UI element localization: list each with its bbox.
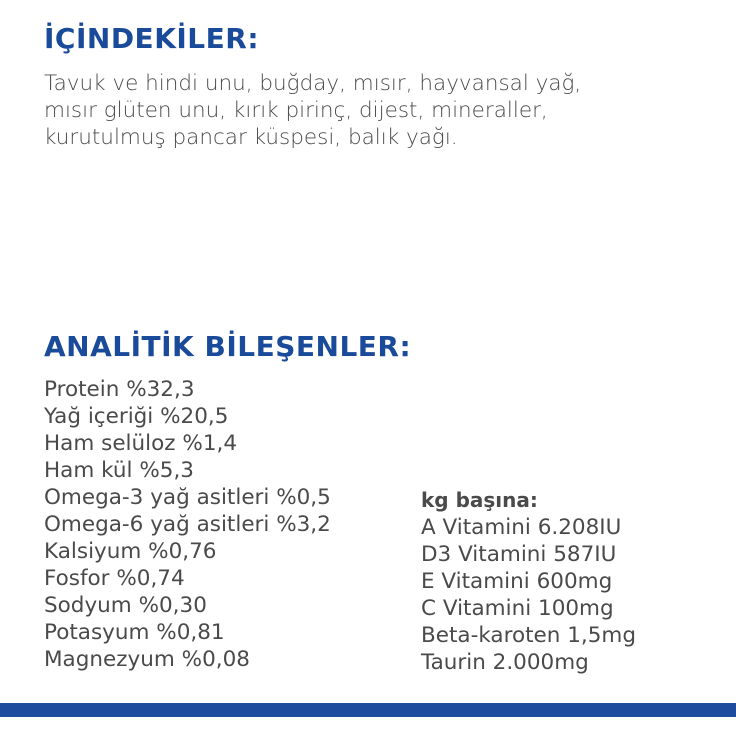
analytic-item: Fosfor %0,74 [44, 566, 185, 591]
vitamins-per-kg-title: kg başına: [421, 488, 538, 512]
analytic-item: Ham selüloz %1,4 [44, 431, 238, 456]
ingredients-line: mısır glüten unu, kırık pirinç, dijest, mineraller, [44, 98, 548, 123]
analytic-components-list [44, 376, 331, 673]
analytic-item: Kalsiyum %0,76 [44, 539, 217, 564]
ingredients-text [44, 70, 724, 151]
analytic-item: Potasyum %0,81 [44, 620, 225, 645]
vitamin-item: E Vitamini 600mg [421, 569, 613, 594]
vitamin-item: A Vitamini 6.208IU [421, 515, 622, 540]
vitamin-item: D3 Vitamini 587IU [421, 542, 617, 567]
ingredients-line: kurutulmuş pancar küspesi, balık yağı. [44, 125, 458, 150]
analytic-item: Sodyum %0,30 [44, 593, 207, 618]
analytic-item: Protein %32,3 [44, 377, 195, 402]
analytic-components-heading: ANALİTİK BİLEŞENLER: [44, 330, 412, 363]
ingredients-heading: İÇİNDEKİLER: [44, 22, 260, 55]
analytic-item: Omega-6 yağ asitleri %3,2 [44, 512, 331, 537]
bottom-color-bar [0, 703, 736, 717]
analytic-item: Yağ içeriği %20,5 [44, 404, 229, 429]
vitamin-item: C Vitamini 100mg [421, 596, 614, 621]
ingredients-line: Tavuk ve hindi unu, buğday, mısır, hayvansal yağ, [44, 71, 582, 96]
vitamins-list [421, 514, 636, 676]
vitamin-item: Beta-karoten 1,5mg [421, 623, 637, 648]
analytic-item: Omega-3 yağ asitleri %0,5 [44, 485, 331, 510]
analytic-item: Ham kül %5,3 [44, 458, 194, 483]
analytic-item: Magnezyum %0,08 [44, 647, 250, 672]
vitamin-item: Taurin 2.000mg [421, 650, 589, 675]
